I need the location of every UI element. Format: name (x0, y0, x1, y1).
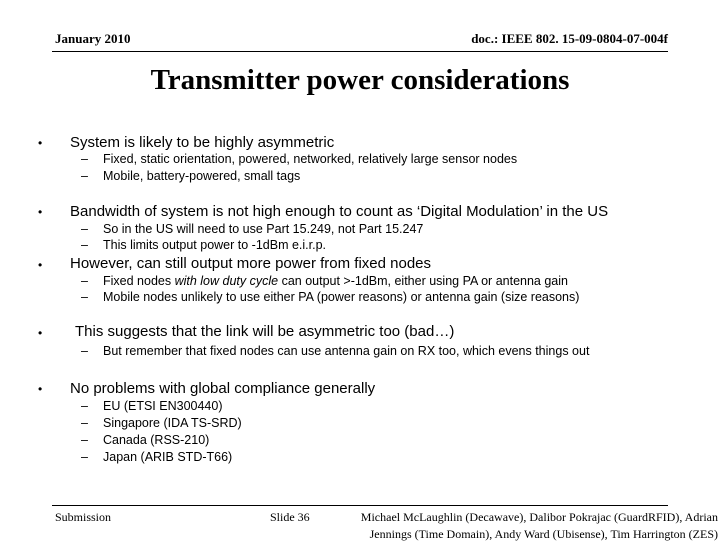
bullet-marker: • (38, 136, 43, 150)
slide-title: Transmitter power considerations (150, 64, 570, 96)
footer-slide-number: Slide 36 (270, 510, 310, 524)
bullet-2-sub-1: So in the US will need to use Part 15.249, not Part 15.247 (103, 222, 424, 236)
bullet-marker: • (38, 326, 43, 340)
bullet-marker: • (38, 205, 43, 219)
bullet-5: No problems with global compliance generally (70, 380, 376, 397)
dash-marker: – (81, 238, 88, 252)
dash-marker: – (81, 274, 88, 288)
bullet-3: However, can still output more power from fixed nodes (70, 255, 432, 272)
bullet-4: This suggests that the link will be asymmetric too (bad…) (75, 323, 455, 340)
footer-authors (361, 509, 718, 543)
bullet-1-sub-2: Mobile, battery-powered, small tags (103, 169, 301, 183)
dash-marker: – (81, 222, 88, 236)
header-date: January 2010 (55, 31, 131, 46)
dash-marker: – (81, 399, 88, 413)
bullet-3-sub-1-italic: with low duty cycle (174, 274, 279, 288)
bullet-3-sub-2: Mobile nodes unlikely to use either PA (power reasons) or antenna gain (size reasons) (103, 290, 580, 304)
dash-marker: – (81, 450, 88, 464)
bullet-2: Bandwidth of system is not high enough to count as ‘Digital Modulation’ in the US (70, 203, 609, 220)
header-doc-id: doc.: IEEE 802. 15-09-0804-07-004f (471, 31, 668, 46)
bullet-2-sub-2: This limits output power to -1dBm e.i.r.p. (103, 238, 327, 252)
dash-marker: – (81, 344, 88, 358)
bullet-5-sub-2: Singapore (IDA TS-SRD) (103, 416, 242, 430)
bullet-marker: • (38, 382, 43, 396)
bullet-1-sub-1: Fixed, static orientation, powered, networked, relatively large sensor nodes (103, 152, 518, 166)
bullet-4-sub-1: But remember that fixed nodes can use antenna gain on RX too, which evens things out (103, 344, 590, 358)
bullet-5-sub-1: EU (ETSI EN300440) (103, 399, 223, 413)
bullet-marker: • (38, 258, 43, 272)
dash-marker: – (81, 433, 88, 447)
dash-marker: – (81, 290, 88, 304)
bullet-5-sub-3: Canada (RSS-210) (103, 433, 210, 447)
bullet-5-sub-4: Japan (ARIB STD-T66) (103, 450, 233, 464)
dash-marker: – (81, 152, 88, 166)
footer-authors-line-1: Michael McLaughlin (Decawave), Dalibor Pokrajac (GuardRFID), Adrian (360, 510, 718, 524)
dash-marker: – (81, 169, 88, 183)
bullet-1: System is likely to be highly asymmetric (70, 134, 335, 151)
dash-marker: – (81, 416, 88, 430)
footer-submission: Submission (55, 510, 112, 524)
footer-divider (52, 505, 668, 506)
bullet-3-sub-1-suffix: can output >-1dBm, either using PA or antenna gain (278, 274, 568, 288)
header-divider (52, 51, 668, 52)
bullet-3-sub-1-prefix: Fixed nodes (103, 274, 175, 288)
bullet-3-sub-1 (103, 274, 568, 288)
footer-authors-line-2: Jennings (Time Domain), Andy Ward (Ubisense), Tim Harrington (ZES) (369, 527, 718, 541)
